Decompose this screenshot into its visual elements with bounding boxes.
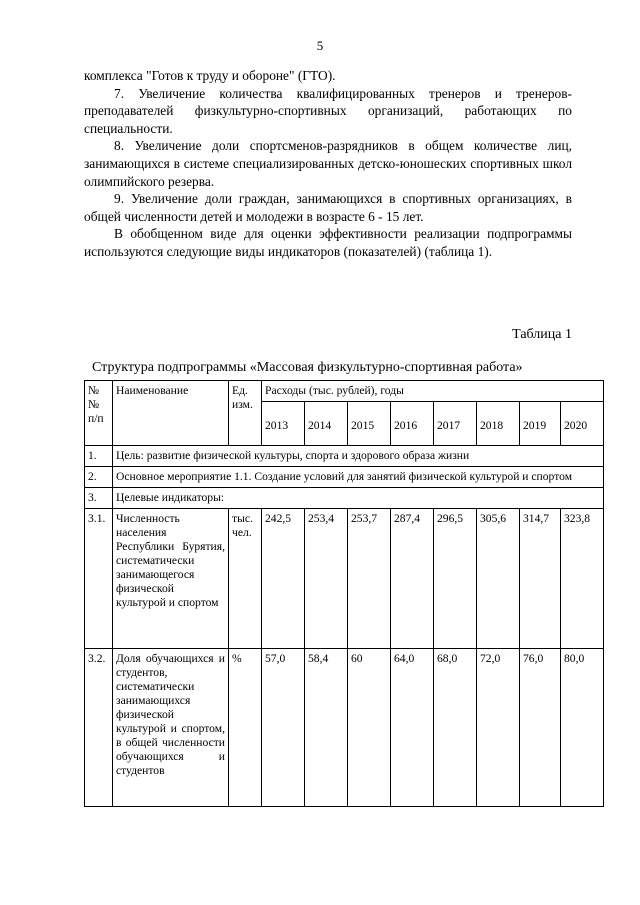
row-value: 305,6: [477, 509, 520, 649]
row-value: 253,4: [305, 509, 348, 649]
row-value: 60: [348, 649, 391, 807]
row-value: 72,0: [477, 649, 520, 807]
paragraph: комплекса "Готов к труду и обороне" (ГТО).: [84, 68, 336, 83]
row-unit: тыс. чел.: [229, 509, 262, 649]
header-year: 2018: [477, 402, 520, 446]
row-value: 296,5: [434, 509, 477, 649]
body-text: [84, 67, 572, 261]
row-name: Доля обучающихся и студентов, систематически занимающихся физической культурой и спортом, в общей численности обучающихся и студентов: [113, 649, 229, 807]
row-value: 287,4: [391, 509, 434, 649]
table-row: [85, 649, 604, 807]
table-caption: Таблица 1: [512, 327, 572, 342]
row-num: 3.: [85, 488, 113, 509]
row-unit: %: [229, 649, 262, 807]
row-value: 58,4: [305, 649, 348, 807]
header-year: 2019: [520, 402, 561, 446]
header-year: 2016: [391, 402, 434, 446]
row-value: 314,7: [520, 509, 561, 649]
row-text: Основное мероприятие 1.1. Создание условий для занятий физической культурой и спортом: [113, 467, 604, 488]
header-year: 2014: [305, 402, 348, 446]
paragraph: 8. Увеличение доли спортсменов-разрядников в общем количестве лиц, занимающихся в системе специализированных детско-юношеских спортивных школ олимпийского резерва.: [84, 138, 572, 189]
row-value: 57,0: [262, 649, 305, 807]
page-number: 5: [316, 38, 324, 53]
paragraph: 9. Увеличение доли граждан, занимающихся в спортивных организациях, в общей численности детей и молодежи в возрасте 6 - 15 лет.: [84, 191, 572, 224]
table-row: [85, 446, 604, 467]
header-num: № № п/п: [85, 381, 113, 446]
header-year: 2020: [561, 402, 604, 446]
table-title: Структура подпрограммы «Массовая физкультурно-спортивная работа»: [92, 360, 523, 375]
row-text: Цель: развитие физической культуры, спорта и здорового образа жизни: [113, 446, 604, 467]
header-unit: Ед. изм.: [229, 381, 262, 446]
paragraph: В обобщенном виде для оценки эффективности реализации подпрограммы используются следующие виды индикаторов (показателей) (таблица 1).: [84, 226, 572, 259]
table-row: [85, 509, 604, 649]
header-expenses: Расходы (тыс. рублей), годы: [262, 381, 604, 402]
header-year: 2015: [348, 402, 391, 446]
header-year: 2013: [262, 402, 305, 446]
row-value: 242,5: [262, 509, 305, 649]
row-num: 2.: [85, 467, 113, 488]
row-name: Численность населения Республики Бурятия, систематически занимающегося физической культурой и спортом: [113, 509, 229, 649]
row-text: Целевые индикаторы:: [113, 488, 604, 509]
row-value: 80,0: [561, 649, 604, 807]
row-value: 68,0: [434, 649, 477, 807]
header-year: 2017: [434, 402, 477, 446]
table-row: [85, 488, 604, 509]
row-value: 76,0: [520, 649, 561, 807]
row-num: 3.2.: [85, 649, 113, 807]
row-value: 253,7: [348, 509, 391, 649]
table-row: [85, 467, 604, 488]
indicators-table: [84, 380, 604, 807]
row-value: 323,8: [561, 509, 604, 649]
row-num: 1.: [85, 446, 113, 467]
paragraph: 7. Увеличение количества квалифицированных тренеров и тренеров-преподавателей физкультурно-спортивных организаций, работающих по специальности.: [84, 85, 572, 136]
header-name: Наименование: [113, 381, 229, 446]
row-num: 3.1.: [85, 509, 113, 649]
row-value: 64,0: [391, 649, 434, 807]
